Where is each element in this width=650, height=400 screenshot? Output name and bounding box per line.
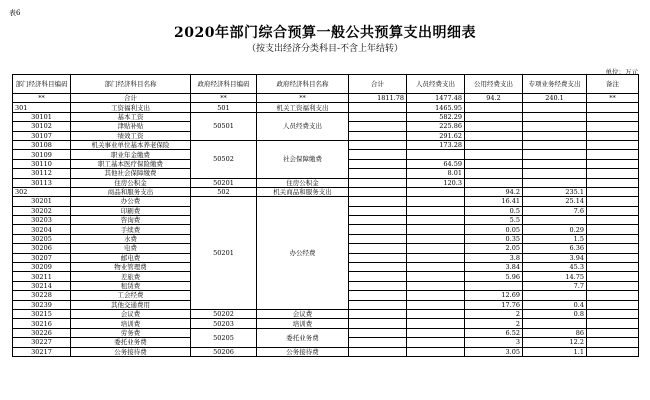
cell-public: 5.96	[465, 272, 523, 281]
cell-public	[465, 281, 523, 290]
cell-code: 30217	[13, 347, 71, 356]
cell-public: 12.69	[465, 291, 523, 300]
cell-total	[349, 150, 407, 159]
cell-personnel: 173.28	[407, 140, 465, 149]
cell-public	[465, 103, 523, 112]
cell-code: 30202	[13, 206, 71, 215]
cell-total	[349, 169, 407, 178]
cell-total	[349, 263, 407, 272]
cell-name: 津贴补贴	[71, 122, 191, 131]
cell-name: 职业年金缴费	[71, 150, 191, 159]
cell-gname: 培训费	[257, 319, 349, 328]
cell-special: 7.6	[523, 206, 587, 215]
cell-gname: 会议费	[257, 309, 349, 318]
cell-code: 30113	[13, 178, 71, 187]
cell-gcode: 50205	[191, 328, 257, 347]
cell-note	[587, 244, 639, 253]
header-cell: 人员经费支出	[407, 75, 465, 94]
header-cell: 部门经济科目名称	[71, 75, 191, 94]
cell-special	[523, 159, 587, 168]
cell-gcode: 50202	[191, 309, 257, 318]
cell-special: 14.75	[523, 272, 587, 281]
cell-personnel	[407, 319, 465, 328]
cell-special	[523, 112, 587, 121]
cell-name: 咨询费	[71, 216, 191, 225]
table-row	[13, 347, 639, 356]
cell-special: 6.36	[523, 244, 587, 253]
cell-code: 30228	[13, 291, 71, 300]
cell-personnel: 582.29	[407, 112, 465, 121]
table-row	[13, 140, 639, 149]
table-row	[13, 112, 639, 121]
cell-total	[349, 178, 407, 187]
cell-total: 1811.78	[349, 94, 407, 103]
table-row	[13, 94, 639, 103]
cell-public	[465, 131, 523, 140]
cell-code: 30201	[13, 197, 71, 206]
cell-code: 30239	[13, 300, 71, 309]
cell-public: 0.35	[465, 234, 523, 243]
cell-special: 235.1	[523, 187, 587, 196]
cell-note	[587, 216, 639, 225]
cell-name: 公务接待费	[71, 347, 191, 356]
cell-special: 3.94	[523, 253, 587, 262]
cell-code: 30110	[13, 159, 71, 168]
cell-gname: 机关商品和服务支出	[257, 187, 349, 196]
cell-note	[587, 309, 639, 318]
cell-name: 培训费	[71, 319, 191, 328]
cell-code: 30107	[13, 131, 71, 140]
cell-note	[587, 281, 639, 290]
cell-note	[587, 197, 639, 206]
cell-public	[465, 178, 523, 187]
cell-personnel	[407, 281, 465, 290]
table-row	[13, 197, 639, 206]
table-header-row	[13, 75, 639, 94]
cell-total	[349, 338, 407, 347]
cell-code: 30101	[13, 112, 71, 121]
cell-note	[587, 234, 639, 243]
cell-name: 工资福利支出	[71, 103, 191, 112]
cell-note	[587, 253, 639, 262]
cell-public	[465, 140, 523, 149]
cell-gname: 社会保障缴费	[257, 140, 349, 178]
header-cell: 合计	[349, 75, 407, 94]
cell-public	[465, 122, 523, 131]
table-row	[13, 328, 639, 337]
cell-public	[465, 150, 523, 159]
cell-public	[465, 159, 523, 168]
cell-gcode: 50203	[191, 319, 257, 328]
cell-personnel: 291.62	[407, 131, 465, 140]
cell-special: 240.1	[523, 94, 587, 103]
cell-gname: 公务接待费	[257, 347, 349, 356]
cell-public: 6.52	[465, 328, 523, 337]
page-subtitle: （按支出经济分类科目-不含上年结转）	[246, 44, 404, 54]
cell-code: 30102	[13, 122, 71, 131]
header-cell: 政府经济科目编码	[191, 75, 257, 94]
cell-personnel	[407, 253, 465, 262]
cell-total	[349, 225, 407, 234]
cell-code: 30216	[13, 319, 71, 328]
cell-note	[587, 122, 639, 131]
cell-personnel	[407, 309, 465, 318]
cell-note	[587, 159, 639, 168]
cell-name: 绩效工资	[71, 131, 191, 140]
header-cell: 部门经济科目编码	[13, 75, 71, 94]
cell-gcode: 50201	[191, 178, 257, 187]
cell-total	[349, 309, 407, 318]
cell-public: 0.5	[465, 206, 523, 215]
cell-personnel	[407, 347, 465, 356]
cell-note	[587, 131, 639, 140]
cell-public: 94.2	[465, 187, 523, 196]
cell-personnel: 8.01	[407, 169, 465, 178]
cell-special	[523, 216, 587, 225]
cell-gname: 人员经费支出	[257, 112, 349, 140]
cell-note	[587, 300, 639, 309]
cell-public: 3	[465, 338, 523, 347]
cell-special	[523, 122, 587, 131]
cell-public: 2	[465, 309, 523, 318]
cell-name: 差旅费	[71, 272, 191, 281]
cell-public: 17.76	[465, 300, 523, 309]
cell-gcode: 501	[191, 103, 257, 112]
cell-note	[587, 103, 639, 112]
cell-public: 3.8	[465, 253, 523, 262]
cell-personnel	[407, 300, 465, 309]
cell-code: 302	[13, 187, 71, 196]
cell-note	[587, 187, 639, 196]
cell-public	[465, 169, 523, 178]
cell-personnel	[407, 187, 465, 196]
cell-name: 机关事业单位基本养老保险	[71, 140, 191, 149]
cell-gcode: 50201	[191, 197, 257, 310]
cell-note: **	[587, 94, 639, 103]
cell-name: 其他社会保障缴费	[71, 169, 191, 178]
budget-table	[12, 74, 639, 357]
cell-gname: 办公经费	[257, 197, 349, 310]
cell-total	[349, 122, 407, 131]
cell-code: 30209	[13, 263, 71, 272]
cell-gcode: 50501	[191, 112, 257, 140]
cell-total	[349, 244, 407, 253]
header-cell: 政府经济科目名称	[257, 75, 349, 94]
cell-name: 委托业务费	[71, 338, 191, 347]
cell-note	[587, 112, 639, 121]
cell-name: 租赁费	[71, 281, 191, 290]
cell-code: 30211	[13, 272, 71, 281]
table-number: 表6	[9, 9, 21, 17]
cell-special	[523, 319, 587, 328]
table-row	[13, 103, 639, 112]
cell-name: 住房公积金	[71, 178, 191, 187]
cell-total	[349, 291, 407, 300]
cell-total	[349, 103, 407, 112]
table-row	[13, 178, 639, 187]
cell-special	[523, 140, 587, 149]
cell-name: 工会经费	[71, 291, 191, 300]
cell-public: 3.05	[465, 347, 523, 356]
cell-note	[587, 347, 639, 356]
cell-total	[349, 272, 407, 281]
cell-personnel	[407, 150, 465, 159]
cell-code: 30205	[13, 234, 71, 243]
cell-personnel	[407, 338, 465, 347]
cell-gname: 机关工资福利支出	[257, 103, 349, 112]
cell-note	[587, 169, 639, 178]
cell-personnel	[407, 225, 465, 234]
cell-personnel	[407, 272, 465, 281]
cell-special	[523, 178, 587, 187]
cell-total	[349, 281, 407, 290]
header-cell: 专项业务经费支出	[523, 75, 587, 94]
cell-code: 301	[13, 103, 71, 112]
cell-total	[349, 234, 407, 243]
cell-name: 水费	[71, 234, 191, 243]
cell-personnel	[407, 263, 465, 272]
cell-gcode: 50206	[191, 347, 257, 356]
cell-personnel	[407, 216, 465, 225]
cell-public: 94.2	[465, 94, 523, 103]
cell-public: 2	[465, 319, 523, 328]
cell-gcode: 50502	[191, 140, 257, 178]
cell-total	[349, 112, 407, 121]
cell-note	[587, 291, 639, 300]
table-row	[13, 309, 639, 318]
cell-special: 12.2	[523, 338, 587, 347]
cell-gname: 委托业务费	[257, 328, 349, 347]
cell-total	[349, 253, 407, 262]
cell-total	[349, 347, 407, 356]
cell-special	[523, 169, 587, 178]
cell-personnel	[407, 206, 465, 215]
cell-note	[587, 150, 639, 159]
cell-special: 7.7	[523, 281, 587, 290]
cell-total	[349, 300, 407, 309]
cell-special: 86	[523, 328, 587, 337]
cell-name: 其他交通费用	[71, 300, 191, 309]
cell-special: 0.4	[523, 300, 587, 309]
header-cell: 公用经费支出	[465, 75, 523, 94]
cell-note	[587, 140, 639, 149]
cell-personnel	[407, 291, 465, 300]
cell-special	[523, 150, 587, 159]
cell-public	[465, 112, 523, 121]
cell-personnel	[407, 244, 465, 253]
cell-code: 30206	[13, 244, 71, 253]
cell-name: 职工基本医疗保险缴费	[71, 159, 191, 168]
cell-name: 基本工资	[71, 112, 191, 121]
cell-note	[587, 206, 639, 215]
cell-special	[523, 131, 587, 140]
table-row	[13, 187, 639, 196]
cell-note	[587, 178, 639, 187]
cell-code: 30226	[13, 328, 71, 337]
cell-gname: **	[257, 94, 349, 103]
cell-code: 30215	[13, 309, 71, 318]
cell-personnel: 1477.48	[407, 94, 465, 103]
cell-special: 1.1	[523, 347, 587, 356]
cell-code: 30207	[13, 253, 71, 262]
cell-personnel: 120.3	[407, 178, 465, 187]
cell-code: 30227	[13, 338, 71, 347]
cell-gname: 住房公积金	[257, 178, 349, 187]
cell-name: 物业管理费	[71, 263, 191, 272]
cell-name: 电费	[71, 244, 191, 253]
cell-name: 手续费	[71, 225, 191, 234]
cell-special: 0.8	[523, 309, 587, 318]
cell-name: 劳务费	[71, 328, 191, 337]
cell-note	[587, 338, 639, 347]
cell-code: 30214	[13, 281, 71, 290]
cell-special	[523, 291, 587, 300]
cell-personnel	[407, 328, 465, 337]
cell-note	[587, 263, 639, 272]
cell-personnel: 225.86	[407, 122, 465, 131]
cell-special: 45.3	[523, 263, 587, 272]
cell-total	[349, 140, 407, 149]
cell-total	[349, 187, 407, 196]
cell-total	[349, 216, 407, 225]
cell-gcode: 502	[191, 187, 257, 196]
cell-name: 办公费	[71, 197, 191, 206]
cell-code: 30204	[13, 225, 71, 234]
cell-code: **	[13, 94, 71, 103]
cell-code: 30203	[13, 216, 71, 225]
cell-public: 3.84	[465, 263, 523, 272]
cell-name: 会议费	[71, 309, 191, 318]
cell-code: 30108	[13, 140, 71, 149]
cell-special	[523, 103, 587, 112]
cell-personnel: 64.59	[407, 159, 465, 168]
cell-public: 16.41	[465, 197, 523, 206]
cell-name: 商品和服务支出	[71, 187, 191, 196]
cell-name: 合计	[71, 94, 191, 103]
cell-note	[587, 225, 639, 234]
cell-public: 5.5	[465, 216, 523, 225]
cell-total	[349, 131, 407, 140]
cell-note	[587, 328, 639, 337]
cell-code: 30112	[13, 169, 71, 178]
cell-personnel: 1465.95	[407, 103, 465, 112]
page-title: 2020年部门综合预算一般公共预算支出明细表	[174, 25, 476, 41]
cell-name: 印刷费	[71, 206, 191, 215]
cell-personnel	[407, 197, 465, 206]
cell-public: 0.05	[465, 225, 523, 234]
table-row	[13, 319, 639, 328]
cell-special: 0.29	[523, 225, 587, 234]
cell-name: 邮电费	[71, 253, 191, 262]
header-cell: 备注	[587, 75, 639, 94]
unit-label: 单位：万元	[605, 68, 638, 76]
cell-total	[349, 197, 407, 206]
cell-special: 25.14	[523, 197, 587, 206]
cell-gcode: **	[191, 94, 257, 103]
cell-total	[349, 159, 407, 168]
cell-public: 2.05	[465, 244, 523, 253]
cell-personnel	[407, 234, 465, 243]
cell-total	[349, 206, 407, 215]
cell-note	[587, 319, 639, 328]
cell-total	[349, 319, 407, 328]
cell-note	[587, 272, 639, 281]
cell-code: 30109	[13, 150, 71, 159]
cell-total	[349, 328, 407, 337]
cell-special: 1.5	[523, 234, 587, 243]
